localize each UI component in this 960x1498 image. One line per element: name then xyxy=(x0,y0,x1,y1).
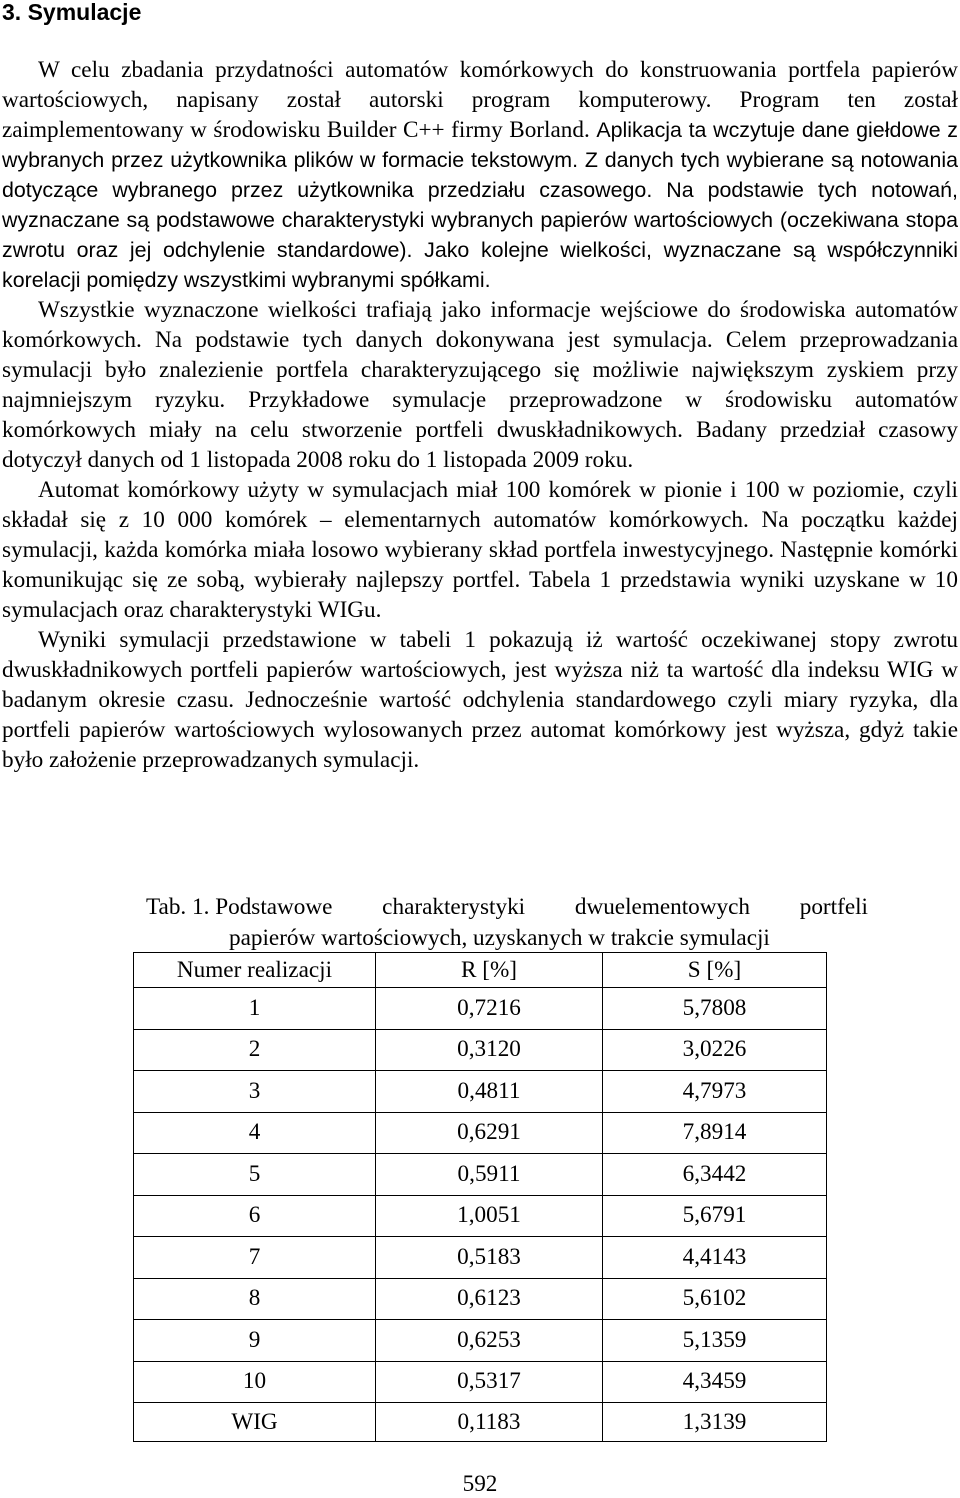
cell-run-number: 9 xyxy=(134,1320,376,1362)
table-row xyxy=(134,1029,827,1071)
cell-return: 0,6253 xyxy=(376,1320,603,1362)
cell-std-dev: 3,0226 xyxy=(603,1029,827,1071)
table-row-wig xyxy=(134,1403,827,1442)
cell-run-number: 4 xyxy=(134,1112,376,1154)
cell-return: 0,4811 xyxy=(376,1071,603,1113)
paragraph-intro xyxy=(2,55,958,295)
results-table xyxy=(133,952,827,1442)
cell-return: 0,5317 xyxy=(376,1361,603,1403)
paragraph-text-sans: Aplikacja ta wczytuje dane giełdowe z wybranych przez użytkownika plików w formacie tekstowym. Z danych tych wybierane są notowania dotyczące wybranego przez użytkownika przedziału czasowego. Na podstawie tych notowań, wyznaczane są podstawowe charakterystyki wybranych papierów wartościowych (oczekiwana stopa zwrotu oraz jej odchylenie standardowe). Jako kolejne wielkości, wyznaczane są współczynniki korelacji pomiędzy wszystkimi wybranymi spółkami. xyxy=(2,118,958,292)
table-row xyxy=(134,1278,827,1320)
paragraph-simulation xyxy=(2,295,958,475)
table-row xyxy=(134,1112,827,1154)
cell-run-number: 2 xyxy=(134,1029,376,1071)
cell-std-dev: 5,6102 xyxy=(603,1278,827,1320)
cell-return: 0,3120 xyxy=(376,1029,603,1071)
caption-label: Tab. 1. xyxy=(146,894,216,920)
paragraph-text: Automat komórkowy użyty w symulacjach miał 100 komórek w pionie i 100 w poziomie, czyli składał się z 10 000 komórek – elementarnych automatów komórkowych. Na początku każdej symulacji, każda komórka miała losowo wybierany skład portfela inwestycyjnego. Następnie komórki komunikując się ze sobą, wybierały najlepszy portfel. Tabela 1 przedstawia wyniki uzyskane w 10 symulacjach oraz charakterystyki WIGu. xyxy=(2,477,958,623)
cell-return: 0,7216 xyxy=(376,988,603,1030)
cell-return: 0,5911 xyxy=(376,1154,603,1196)
page-number: 592 xyxy=(462,1471,498,1497)
table-row xyxy=(134,1071,827,1113)
cell-run-number: 6 xyxy=(134,1195,376,1237)
cell-return: 1,0051 xyxy=(376,1195,603,1237)
cell-std-dev: 1,3139 xyxy=(603,1403,827,1442)
cell-std-dev: 4,7973 xyxy=(603,1071,827,1113)
body-text xyxy=(2,55,958,775)
cell-std-dev: 4,3459 xyxy=(603,1361,827,1403)
cell-std-dev: 5,7808 xyxy=(603,988,827,1030)
caption-line-1 xyxy=(146,892,868,923)
table-header-row xyxy=(134,953,827,988)
cell-return: 0,5183 xyxy=(376,1237,603,1279)
cell-std-dev: 4,4143 xyxy=(603,1237,827,1279)
paragraph-automaton xyxy=(2,475,958,625)
cell-run-number: 7 xyxy=(134,1237,376,1279)
table-row xyxy=(134,1195,827,1237)
header-cell-std-dev: S [%] xyxy=(603,953,827,988)
cell-return: 0,6123 xyxy=(376,1278,603,1320)
cell-std-dev: 7,8914 xyxy=(603,1112,827,1154)
cell-return: 0,1183 xyxy=(376,1403,603,1442)
caption-line-2: papierów wartościowych, uzyskanych w trakcie symulacji xyxy=(229,925,770,951)
cell-run-number: WIG xyxy=(134,1403,376,1442)
cell-run-number: 10 xyxy=(134,1361,376,1403)
table-row xyxy=(134,1320,827,1362)
cell-std-dev: 5,1359 xyxy=(603,1320,827,1362)
table-row xyxy=(134,1237,827,1279)
table-caption xyxy=(146,892,868,954)
paragraph-text: Wszystkie wyznaczone wielkości trafiają jako informacje wejściowe do środowiska automatów komórkowych. Na podstawie tych danych dokonywana jest symulacja. Celem przeprowadzania symulacji było znalezienie portfela charakteryzującego się możliwie największym zyskiem przy najmniejszym ryzyku. Przykładowe symulacje przeprowadzone w środowisku automatów komórkowych miały na celu stworzenie portfeli dwuskładnikowych. Badany przedział czasowy dotyczył danych od 1 listopada 2008 roku do 1 listopada 2009 roku. xyxy=(2,297,958,473)
cell-run-number: 8 xyxy=(134,1278,376,1320)
cell-run-number: 5 xyxy=(134,1154,376,1196)
cell-run-number: 3 xyxy=(134,1071,376,1113)
cell-run-number: 1 xyxy=(134,988,376,1030)
paragraph-text: Wyniki symulacji przedstawione w tabeli 1 pokazują iż wartość oczekiwanej stopy zwrotu dwuskładnikowych portfeli papierów wartościowych, jest wyższa niż ta wartość dla indeksu WIG w badanym okresie czasu. Jednocześnie wartość odchylenia standardowego czyli miary ryzyka, dla portfeli papierów wartościowych wylosowanych przez automat komórkowy jest wyższa, gdyż takie było założenie przeprowadzanych symulacji. xyxy=(2,627,958,773)
cell-return: 0,6291 xyxy=(376,1112,603,1154)
cell-std-dev: 6,3442 xyxy=(603,1154,827,1196)
header-cell-return: R [%] xyxy=(376,953,603,988)
table-row xyxy=(134,1361,827,1403)
caption-text-1: Podstawowe charakterystyki dwuelementowych portfeli xyxy=(215,894,868,920)
paragraph-text: W celu zbadania przydatności automatów komórkowych do konstruowania portfela papierów wartościowych, napisany został autorski program komputerowy. Program ten został zaimplementowany w środowisku Builder C++ firmy Borland. xyxy=(2,57,958,143)
section-heading: 3. Symulacje xyxy=(2,0,142,25)
table-row xyxy=(134,988,827,1030)
table-row xyxy=(134,1154,827,1196)
header-cell-run-number: Numer realizacji xyxy=(134,953,376,988)
paragraph-results xyxy=(2,625,958,775)
cell-std-dev: 5,6791 xyxy=(603,1195,827,1237)
